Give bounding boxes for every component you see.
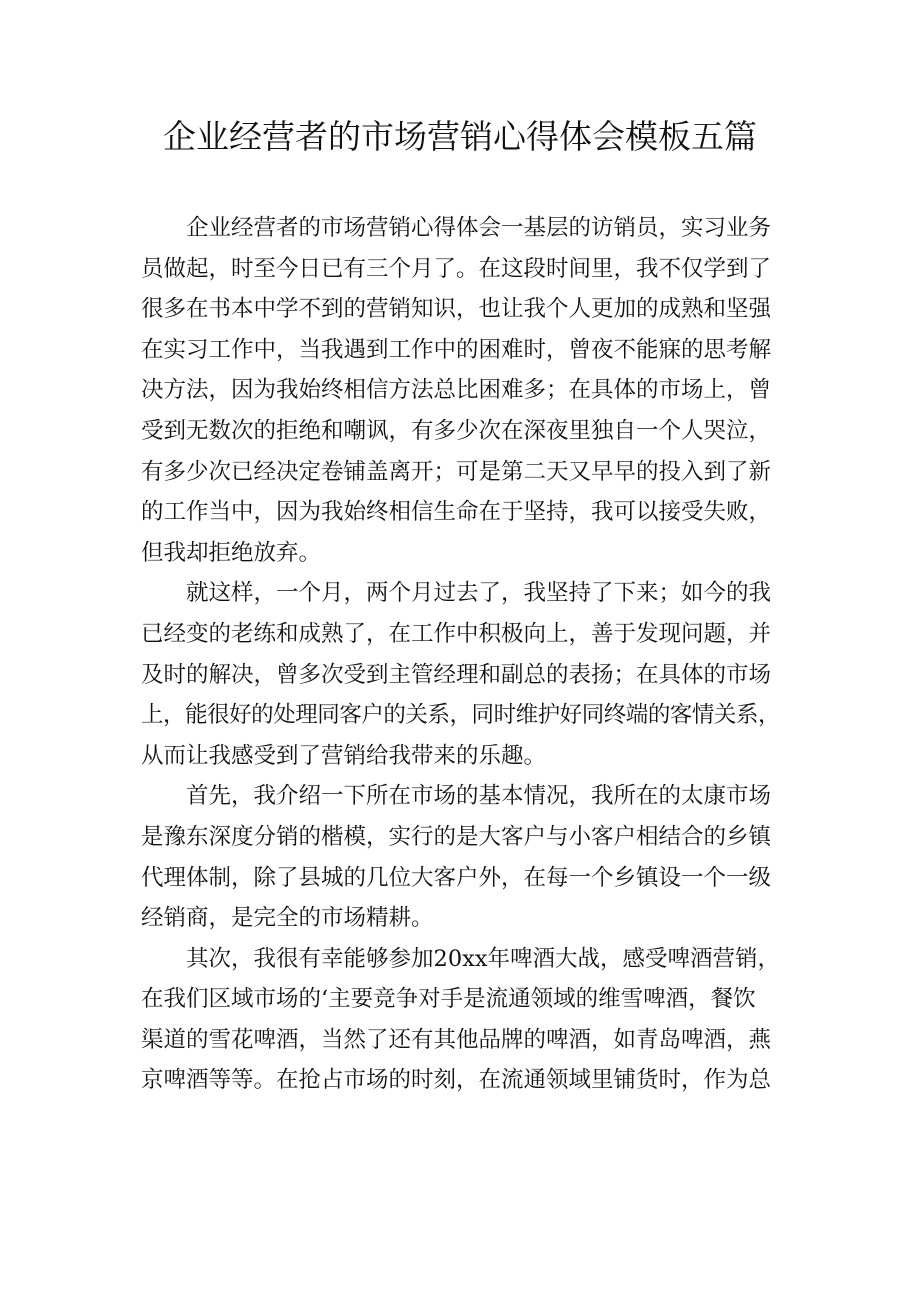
body-line: 已经变的老练和成熟了，在工作中积极向上，善于发现问题，并 bbox=[141, 620, 772, 647]
body-line: 上，能很好的处理同客户的关系，同时维护好同终端的客情关系， bbox=[141, 702, 781, 729]
body-line: 在我们区域市场的‘主要竞争对手是流通领域的维雪啤酒，餐饮 bbox=[141, 986, 756, 1013]
body-line: 代理体制，除了县城的几位大客户外，在每一个乡镇设一个一级 bbox=[141, 864, 772, 891]
body-line: 企业经营者的市场营销心得体会一基层的访销员，实习业务 bbox=[186, 215, 772, 241]
body-line: 受到无数次的拒绝和嘲讽，有多少次在深夜里独自一个人哭泣， bbox=[141, 417, 772, 444]
document-title: 企业经营者的市场营销心得体会模板五篇 bbox=[163, 117, 757, 156]
body-line: 员做起，时至今日已有三个月了。在这段时间里，我不仅学到了 bbox=[141, 255, 772, 282]
body-line: 就这样，一个月，两个月过去了，我坚持了下来；如今的我 bbox=[186, 580, 772, 607]
document-body bbox=[141, 208, 781, 1101]
body-line: 决方法，因为我始终相信方法总比困难多；在具体的市场上，曾 bbox=[141, 377, 772, 404]
body-line: 其次，我很有幸能够参加20xx年啤酒大战，感受啤酒营销， bbox=[186, 945, 781, 972]
body-line: 京啤酒等等。在抢占市场的时刻，在流通领域里铺货时，作为总 bbox=[141, 1067, 772, 1094]
body-line: 及时的解决，曾多次受到主管经理和副总的表扬；在具体的市场 bbox=[141, 661, 772, 688]
body-line: 渠道的雪花啤酒，当然了还有其他品牌的啤酒，如青岛啤酒，燕 bbox=[141, 1026, 772, 1053]
body-line: 有多少次已经决定卷铺盖离开；可是第二天又早早的投入到了新 bbox=[141, 458, 772, 485]
body-line: 但我却拒绝放弃。 bbox=[141, 539, 322, 566]
body-line: 经销商，是完全的市场精耕。 bbox=[141, 905, 434, 932]
body-line: 首先，我介绍一下所在市场的基本情况，我所在的太康市场 bbox=[186, 783, 772, 810]
body-line: 很多在书本中学不到的营销知识，也让我个人更加的成熟和坚强 bbox=[141, 296, 772, 323]
body-line: 在实习工作中，当我遇到工作中的困难时，曾夜不能寐的思考解 bbox=[141, 336, 772, 363]
body-line: 的工作当中，因为我始终相信生命在于坚持，我可以接受失败， bbox=[141, 499, 772, 526]
body-line: 从而让我感受到了营销给我带来的乐趣。 bbox=[141, 742, 547, 769]
body-line: 是豫东深度分销的楷模，实行的是大客户与小客户相结合的乡镇 bbox=[141, 823, 772, 850]
